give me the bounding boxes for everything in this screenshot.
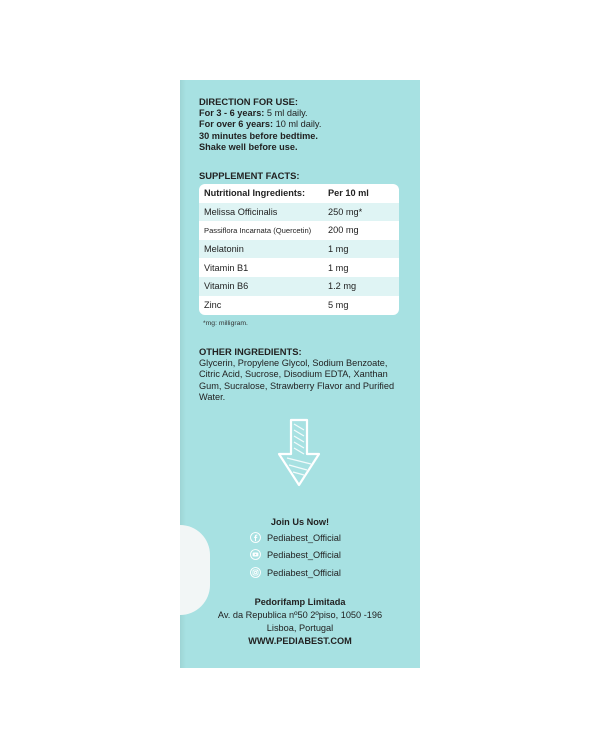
instagram-handle: Pediabest_Official [267, 567, 341, 578]
table-row [199, 277, 399, 296]
table-row [199, 296, 399, 315]
directions-section [199, 96, 399, 154]
ingredient-amount: 200 mg [328, 225, 359, 236]
header-amount: Per 10 ml [328, 188, 369, 199]
join-us-title: Join Us Now! [270, 517, 330, 527]
ingredient-name: Passiflora Incarnata (Quercetin) [204, 225, 312, 235]
ingredient-name: Melissa Officinalis [204, 206, 278, 217]
ingredient-name: Melatonin [204, 244, 244, 255]
table-row [199, 221, 399, 240]
youtube-handle: Pediabest_Official [267, 549, 341, 560]
table-row [199, 240, 399, 259]
ingredient-name: Vitamin B1 [204, 262, 249, 273]
company-address-line-2: Lisboa, Portugal [266, 623, 334, 633]
ingredient-name: Zinc [204, 299, 222, 310]
facebook-icon [250, 532, 261, 543]
other-ingredients-section [199, 346, 409, 404]
ingredient-amount: 1.2 mg [328, 281, 357, 292]
other-ingredients-title: OTHER INGREDIENTS: [199, 346, 302, 357]
directions-line-3: 30 minutes before bedtime. [199, 130, 318, 141]
company-address-line-1: Av. da Republica nº50 2ºpiso, 1050 -196 [217, 610, 383, 620]
facebook-handle: Pediabest_Official [267, 532, 341, 543]
table-row [199, 258, 399, 277]
header-ingredient: Nutritional Ingredients: [204, 188, 306, 199]
directions-line-2: For over 6 years: 10 ml daily. [199, 119, 322, 130]
supplement-facts-table [199, 184, 399, 315]
ingredient-amount: 1 mg [328, 244, 349, 255]
other-ingredients-line: Citric Acid, Sucrose, Disodium EDTA, Xanthan [199, 369, 388, 380]
table-row [199, 203, 399, 222]
table-footnote: *mg: milligram. [203, 320, 248, 327]
instagram-icon [250, 567, 261, 578]
company-website[interactable]: WWW.PEDIABEST.COM [248, 636, 352, 646]
youtube-icon [250, 549, 261, 560]
ingredient-amount: 1 mg [328, 262, 349, 273]
other-ingredients-line: Water. [199, 392, 226, 403]
ingredient-amount: 5 mg [328, 299, 349, 310]
youtube-link[interactable] [250, 549, 341, 560]
directions-line-4: Shake well before use. [199, 142, 298, 153]
facebook-link[interactable] [250, 532, 341, 543]
other-ingredients-line: Glycerin, Propylene Glycol, Sodium Benzoate, [199, 357, 388, 368]
other-ingredients-line: Gum, Sucralose, Strawberry Flavor and Purified [199, 380, 395, 391]
instagram-link[interactable] [250, 567, 341, 578]
product-panel [180, 80, 420, 668]
company-name: Pedorifamp Limitada [254, 597, 346, 607]
table-header-row [199, 184, 399, 203]
ingredient-amount: 250 mg* [328, 206, 363, 217]
directions-title: DIRECTION FOR USE: [199, 96, 298, 107]
arrow-down-icon [277, 418, 321, 488]
directions-line-1: For 3 - 6 years: 5 ml daily. [199, 107, 308, 118]
ingredient-name: Vitamin B6 [204, 281, 249, 292]
supplement-facts-title: SUPPLEMENT FACTS: [199, 170, 300, 181]
